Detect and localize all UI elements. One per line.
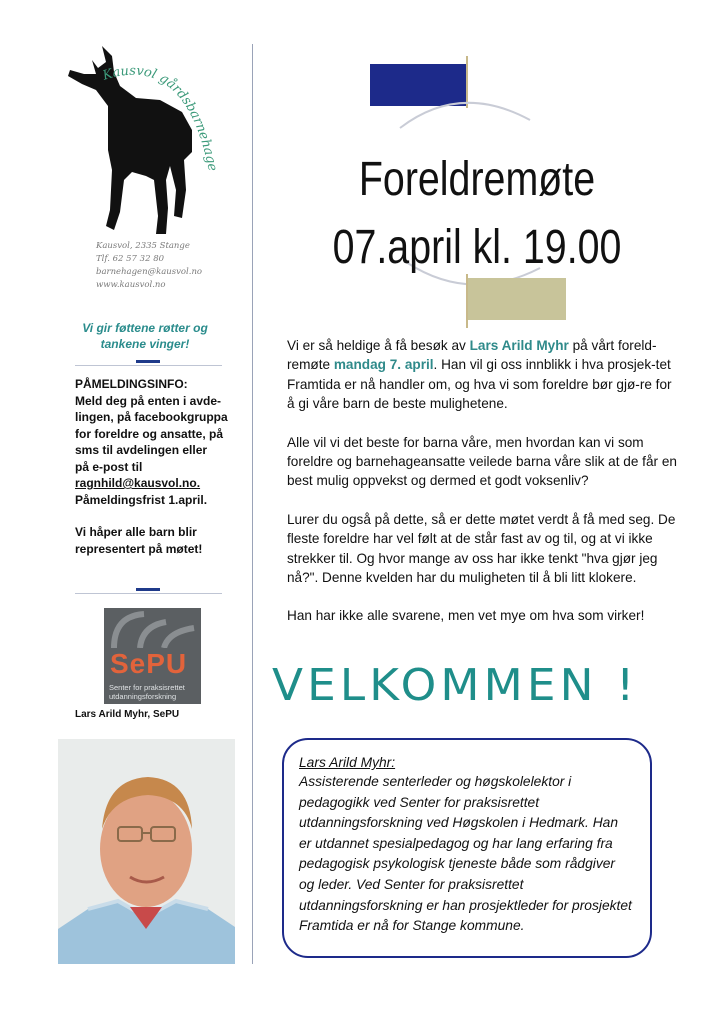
registration-text: sms til avdelingen eller [75, 443, 208, 457]
logo-text: Kausvol gårdsbarnehage [100, 63, 220, 173]
title-line: Foreldremøte [358, 153, 596, 206]
paragraph: Lurer du også på dette, så er dette møtet verdt å få med seg. De fleste foreldre har vel følt at de står fast av og til, og at vi ikke strekker til. Og hvor mange av oss har ikke tenkt "hva gjør jeg nå?". Denne kvelden har du muligheten til å bli litt klokere. [287, 511, 676, 586]
date-highlight: mandag 7. april [333, 357, 434, 373]
sepu-logo [104, 608, 201, 704]
divider-dash [136, 588, 160, 591]
text-span: . Han vil gi oss innblikk i hva prosjek-tet Framtida er nå handler om, og hva vi som foreldre bør gjø-re for å gi våre barn de beste mulighetene. [287, 357, 672, 412]
paragraph: Alle vil vi det beste for barna våre, men hvordan kan vi som foreldre og barnehageansatte veilede barna våre slik at de får en best mulig oppvekst og dermed et godt voksenliv? [287, 434, 677, 489]
contact-email[interactable]: barnehagen@kausvol.no [96, 267, 203, 277]
column-divider [252, 44, 253, 964]
contact-phone: Tlf. 62 57 32 80 [96, 254, 165, 264]
sepu-logo-subtitle-line: Senter for praksisrettet [109, 683, 185, 692]
registration-text: Meld deg på enten i avde- [75, 393, 222, 408]
sepu-logo-subtitle-line: utdanningsforskning [109, 692, 177, 701]
slogan-line: tankene vinger! [100, 337, 190, 351]
bio-name: Lars Arild Myhr: [299, 755, 396, 770]
registration-hope: Vi håper alle barn blir [75, 525, 197, 539]
paragraph: Han har ikke alle svarene, men vet mye om hva som virker! [287, 608, 645, 624]
sepu-caption: Lars Arild Myhr, SePU [75, 709, 180, 720]
slogan-line: Vi gir føttene røtter og [82, 321, 208, 335]
goat-logo [62, 40, 232, 240]
registration-text: for foreldre og ansatte, på [75, 426, 224, 441]
text-span: Vi er så heldige å få besøk av [287, 338, 470, 353]
text-span: på vårt foreld-remøte [287, 338, 657, 373]
registration-text: på e-post til [75, 459, 143, 474]
speaker-photo [58, 739, 235, 964]
divider-line [75, 365, 222, 366]
decor-line [466, 274, 468, 328]
main-text [287, 336, 682, 645]
registration-text: lingen, på facebookgruppa [75, 410, 228, 424]
sepu-logo-title: SePU [110, 648, 188, 679]
bio-text: Assisterende senterleder og høgskolelektor i pedagogikk ved Senter for praksisrettet utdanningsforskning ved Høgskolen i Hedmark. Han er utdannet spesialpedagog og har lang erfaring fra pedagogisk psykologisk tjeneste både som rådgiver og leder. Ved Senter for praksisrettet utdanningsforskning er han prosjektleder for prosjektet Framtida er nå for Stange kommune. [299, 774, 632, 934]
speaker-bio-box [282, 738, 652, 958]
sepu-logo-subtitle [109, 683, 199, 701]
registration-hope: representert på møtet! [75, 541, 203, 556]
paragraph [287, 336, 682, 414]
registration-info [75, 376, 235, 573]
registration-email-link[interactable]: ragnhild@kausvol.no. [75, 476, 201, 490]
contact-info [96, 240, 202, 292]
divider-dash [136, 360, 160, 363]
divider-line [75, 593, 222, 594]
welcome-heading: VELKOMMEN ! [272, 660, 639, 711]
contact-web[interactable]: www.kausvol.no [96, 280, 166, 290]
speaker-portrait-icon [58, 739, 235, 964]
contact-address: Kausvol, 2335 Stange [96, 241, 190, 251]
slogan [70, 320, 220, 352]
page-title [301, 146, 654, 282]
title-line: 07.april kl. 19.00 [332, 221, 622, 274]
registration-deadline: Påmeldingsfrist 1.april. [75, 492, 208, 507]
sepu-logo-arcs-icon [104, 608, 201, 648]
registration-heading: PÅMELDINGSINFO: [75, 377, 188, 391]
decor-block-olive [466, 278, 566, 320]
speaker-name-highlight: Lars Arild Myhr [469, 338, 569, 353]
